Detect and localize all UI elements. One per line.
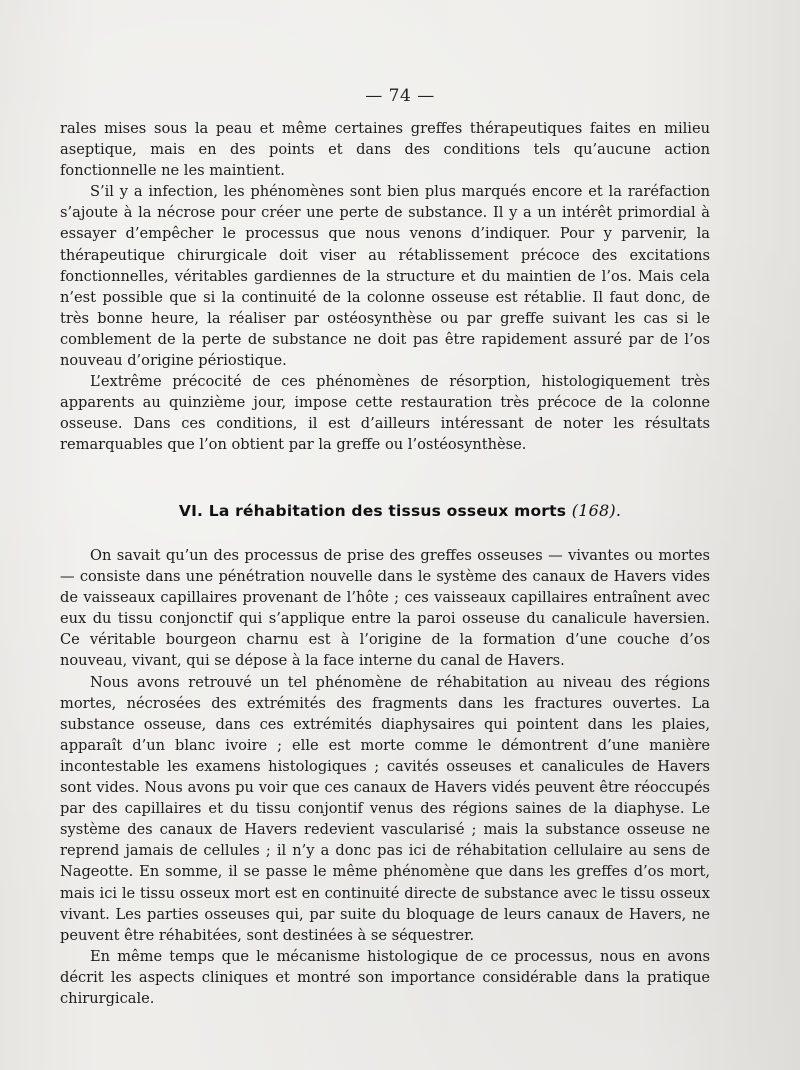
page-number: — 74 — xyxy=(365,86,435,106)
paragraph: On savait qu’un des processus de prise des greffes osseuses — vivantes ou mortes — consiste dans une pénétration nouvelle dans le système des canaux de Havers vides de vaisseaux capillaires provenant de l’hôte ; ces vaisseaux capillaires entraînent avec eux du tissu conjonctif qui s’applique entre la paroi osseuse du canalicule haversien. Ce véritable bourgeon charnu est à l’origine de la formation d’une couche d’os nouveau, vivant, qui se dépose à la face interne du canal de Havers. xyxy=(60,547,710,670)
section-reference: (168). xyxy=(571,501,622,520)
paragraph: L’extrême précocité de ces phénomènes de résorption, histologiquement très apparents au quinzième jour, impose cette restauration très précoce de la colonne osseuse. Dans ces conditions, il est d’ailleurs intéressant de noter les résultats remarquables que l’on obtient par la greffe ou l’ostéosynthèse. xyxy=(60,373,710,454)
upper-text-block xyxy=(60,118,710,456)
paragraph: En même temps que le mécanisme histologique de ce processus, nous en avons décrit les aspects cliniques et montré son importance considérable dans la pratique chirurgicale. xyxy=(60,947,710,1007)
paragraph: rales mises sous la peau et même certaines greffes thérapeutiques faites en milieu aseptique, mais en des points et dans des conditions tels qu’aucune action fonctionnelle ne les maintient. xyxy=(60,120,710,180)
lower-text-block xyxy=(60,545,710,1009)
paragraph: S’il y a infection, les phénomènes sont bien plus marqués encore et la raréfaction s’ajoute à la nécrose pour créer une perte de substance. Il y a un intérêt primordial à essayer d’empêcher le processus que nous venons d’indiquer. Pour y parvenir, la thérapeutique chirurgicale doit viser au rétablissement précoce des excitations fonctionnelles, véritables gardiennes de la structure et du maintien de l’os. Mais cela n’est possible que si la continuité de la colonne osseuse est rétablie. Il faut donc, de très bonne heure, la réaliser par ostéosynthèse ou par greffe suivant les cas si le comblement de la perte de substance ne doit pas être rapidement assuré par de l’os nouveau d’origine périostique. xyxy=(60,183,710,370)
paragraph: Nous avons retrouvé un tel phénomène de réhabitation au niveau des régions mortes, nécrosées des extrémités des fragments dans les fractures ouvertes. La substance osseuse, dans ces extrémités diaphysaires qui pointent dans les plaies, apparaît d’un blanc ivoire ; elle est morte comme le démontrent d’une manière incontestable les examens histologiques ; cavités osseuses et canalicules de Havers sont vides. Nous avons pu voir que ces canaux de Havers vidés peuvent être réoccupés par des capillaires et du tissu conjontif venus des régions saines de la diaphyse. Le système des canaux de Havers redevient vascularisé ; mais la substance osseuse ne reprend jamais de cellules ; il n’y a donc pas ici de réhabitation cellulaire au sens de Nageotte. En somme, il se passe le même phénomène que dans les greffes d’os mort, mais ici le tissu osseux mort est en continuité directe de substance avec le tissu osseux vivant. Les parties osseuses qui, par suite du bloquage de leurs canaux de Havers, ne peuvent être réhabitées, sont destinées à se séquestrer. xyxy=(60,673,710,944)
section-heading xyxy=(0,501,800,520)
section-title: VI. La réhabitation des tissus osseux morts xyxy=(178,502,567,520)
